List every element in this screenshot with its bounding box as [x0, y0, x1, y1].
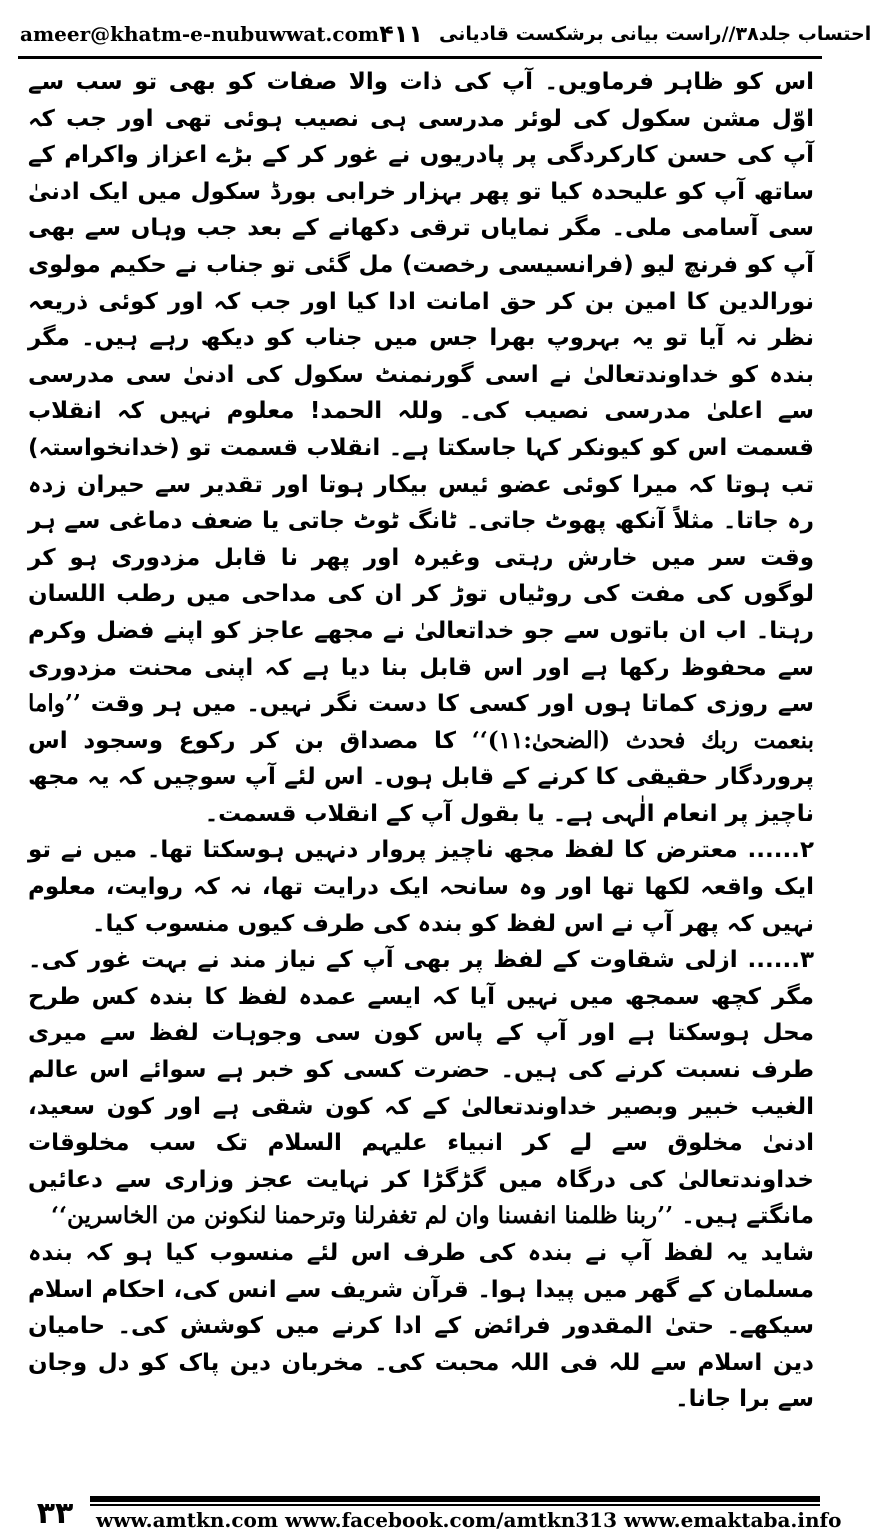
closing-text: شاید یہ لفظ آپ نے بندہ کی طرف اس لئے منسوب کیا ہو کہ بندہ مسلمان کے گھر میں پیدا ہوا۔ قرآن شریف سے انس کی، احکام اسلام سیکھے۔ حتیٰ المقدور فرائض کے ادا کرنے میں کوشش کی۔ حامیان دین اسلام سے للہ فی اللہ محبت کی۔ مخربان دین پاک کو دل وجان سے برا جانا۔ — [28, 1240, 814, 1413]
closing-paragraph — [28, 1235, 814, 1418]
footer-divider-thin — [90, 1504, 820, 1506]
item-text: معترض کا لفظ مجھ ناچیز پروار دنہیں ہوسکتا تھا۔ میں نے تو ایک واقعہ لکھا تھا اور وہ سانحہ ایک درایت تھا، نہ کہ روایت، معلوم نہیں کہ پھر آپ نے اس لفظ کو بندہ کی طرف کیوں منسوب کیا۔ — [28, 837, 814, 937]
page-body — [28, 64, 814, 1454]
page-header — [20, 14, 871, 54]
paragraph-text: اس کو ظاہر فرماویں۔ آپ کی ذات والا صفات کو بھی تو سب سے اوّل مشن سکول کی لوئر مدرسی ہی نصیب ہوئی تھی اور جب کہ آپ کی حسن کارکردگی پر پادریوں نے غور کر کے بڑے اعزاز واکرام کے ساتھ آپ کو علیحدہ کیا تو پھر بہزار خرابی بورڈ سکول میں ایک ادنیٰ سی آسامی ملی۔ مگر نمایاں ترقی دکھانے کے بعد جب وہاں سے بھی آپ کو فرنچ لیو (فرانسیسی رخصت) مل گئی تو جناب نے حکیم مولوی نورالدین کا امین بن کر حق امانت ادا کیا اور جب کہ اور کوئی ذریعہ نظر نہ آیا تو یہ بہروپ بھرا جس میں جناب کو دیکھ رہے ہیں۔ مگر بندہ کو خداوندتعالیٰ نے اسی گورنمنٹ سکول کی ادنیٰ سی مدرسی سے اعلیٰ مدرسی نصیب کی۔ وللہ الحمد! معلوم نہیں کہ انقلاب قسمت اس کو کیونکر کہا جاسکتا ہے۔ انقلاب قسمت تو (خدانخواستہ) تب ہوتا کہ میرا کوئی عضو ئیس بیکار ہوتا اور تقدیر سے حیران زدہ رہ جاتا۔ مثلاً آنکھ پھوٹ جاتی۔ ٹانگ ٹوٹ جاتی یا ضعف دماغی سے ہر وقت سر میں خارش رہتی وغیرہ اور پھر نا قابل مزدوری ہو کر لوگوں کی مفت کی روٹیاں توڑ کر ان کی مداحی میں رطب اللسان رہتا۔ اب ان باتوں سے جو خداتعالیٰ نے مجھے عاجز کو اپنے فضل وکرم سے محفوظ رکھا ہے اور اس قابل بنا دیا ہے کہ اپنی محنت مزدوری سے روزی کماتا ہوں اور کسی کا دست نگر نہیں۔ میں ہر وقت — [28, 69, 814, 718]
paragraph-continuation: کا مصداق بن کر رکوع وسجود اس پروردگار حقیقی کا کرنے کے قابل ہوں۔ اس لئے آپ سوچیں کہ یہ مجھ ناچیز پر انعام الٰہی ہے۔ یا بقول آپ کے انقلاب قسمت۔ — [28, 727, 814, 827]
item-number: ۳...... — [747, 947, 815, 974]
header-page-number: ۴۱۱ — [379, 20, 424, 48]
page-footer — [20, 1488, 842, 1534]
footer-links[interactable]: www.amtkn.com www.facebook.com/amtkn313 www.emaktaba.info — [96, 1508, 842, 1532]
body-paragraph — [28, 64, 814, 832]
header-divider — [18, 56, 822, 59]
item-text: ازلی شقاوت کے لفظ پر بھی آپ کے نیاز مند نے بہت غور کی۔ مگر کچھ سمجھ میں نہیں آیا کہ ایسے عمدہ لفظ کا بندہ کس طرح محل ہوسکتا ہے اور آپ کے پاس کون سی وجوہات لفظ سے میری طرف نسبت کرنے کی ہیں۔ حضرت کسی کو خبر ہے سوائے اس عالم الغیب خبیر وبصیر خداوندتعالیٰ کے کہ کون شقی ہے اور کون سعید، ادنیٰ مخلوق سے لے کر انبیاء علیہم السلام تک سب مخلوقات خداوندتعالیٰ کی درگاہ میں گڑگڑا کر نہایت عجز وزاری سے دعائیں مانگتے ہیں۔ — [28, 947, 814, 1230]
numbered-item — [28, 942, 814, 1235]
footer-page-number: ۳۳ — [36, 1496, 74, 1531]
footer-divider-thick — [90, 1496, 820, 1502]
quranic-quote: ’’واما بنعمت ربك فحدث (الضحیٰ:۱۱)‘‘ — [28, 690, 814, 754]
header-title: احتساب جلد۳۸//راست بیانی برشکست قادیانی — [439, 23, 871, 45]
header-title-group — [379, 20, 871, 48]
footer-rule-block — [90, 1494, 842, 1534]
dua-quote: ’’ربنا ظلمنا انفسنا وان لم تغفرلنا وترحمنا لنكونن من الخاسرين‘‘ — [51, 1202, 674, 1230]
header-email[interactable]: ameer@khatm-e-nubuwwat.com — [20, 22, 380, 46]
numbered-item — [28, 832, 814, 942]
item-number: ۲...... — [747, 837, 814, 864]
